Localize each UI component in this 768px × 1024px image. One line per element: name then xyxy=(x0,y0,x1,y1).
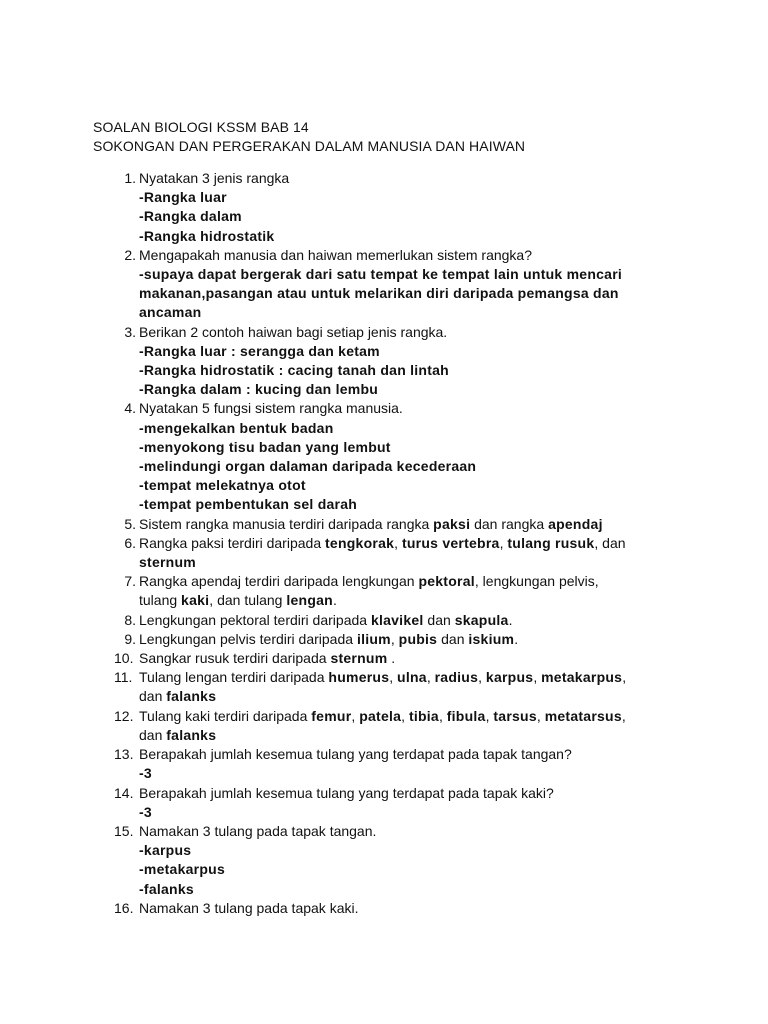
answer-line: -3 xyxy=(139,765,152,782)
question-number: 6. xyxy=(124,534,136,551)
question-item xyxy=(93,399,733,514)
answer-line: -tempat pembentukan sel darah xyxy=(139,496,358,513)
question-text-part: , xyxy=(499,534,508,551)
answer-line: -Rangka dalam : kucing dan lembu xyxy=(139,381,379,398)
question-text-part: Berapakah jumlah kesemua tulang yang terdapat pada tapak kaki? xyxy=(139,784,554,801)
question-item xyxy=(93,169,733,246)
question-text-part: , xyxy=(536,707,545,724)
keyword: ilium xyxy=(356,630,391,647)
question-text xyxy=(139,822,733,841)
keyword: turus vertebra xyxy=(401,534,500,551)
question-text-part: tulang xyxy=(139,592,182,609)
question-text xyxy=(139,707,733,745)
document-page xyxy=(93,118,733,918)
question-number: 12. xyxy=(114,707,134,724)
question-text-part: , xyxy=(389,669,398,686)
question-number: 10. xyxy=(114,650,134,667)
question-text xyxy=(139,515,733,534)
question-item xyxy=(93,323,733,400)
question-number: 8. xyxy=(124,611,136,628)
question-text-part: Tulang lengan terdiri daripada xyxy=(139,669,329,686)
question-text xyxy=(139,611,733,630)
question-item xyxy=(93,630,733,649)
keyword: patela xyxy=(359,707,402,724)
question-text-part: . xyxy=(508,611,513,628)
answer-line: -3 xyxy=(139,803,152,820)
keyword: metatarsus xyxy=(544,707,622,724)
answer-line: -Rangka hidrostatik : cacing tanah dan lintah xyxy=(139,362,449,379)
question-text-part: , xyxy=(438,707,447,724)
question-text-part: Berapakah jumlah kesemua tulang yang terdapat pada tapak tangan? xyxy=(139,746,572,763)
question-number: 1. xyxy=(124,170,136,186)
keyword: humerus xyxy=(328,669,390,686)
question-item xyxy=(93,572,733,610)
question-text xyxy=(139,784,733,803)
keyword: paksi xyxy=(433,515,471,532)
question-text xyxy=(139,572,733,610)
question-text-part: , dan tulang xyxy=(209,592,287,609)
keyword: tibia xyxy=(408,707,439,724)
keyword: falanks xyxy=(166,688,217,705)
question-item xyxy=(93,899,733,918)
question-text-part: , dan xyxy=(594,534,626,551)
question-text-part: dan rangka xyxy=(470,515,549,532)
question-text-part: Nyatakan 5 fungsi sistem rangka manusia. xyxy=(139,400,403,417)
question-item xyxy=(93,784,733,822)
keyword: sternum xyxy=(330,650,388,667)
question-text xyxy=(139,169,733,188)
question-text-part: dan xyxy=(437,630,469,647)
question-text-part: , xyxy=(351,707,360,724)
question-text-part: , xyxy=(394,534,402,551)
keyword: femur xyxy=(311,707,352,724)
answer-line: -Rangka dalam xyxy=(139,208,242,225)
document-title: SOALAN BIOLOGI KSSM BAB 14 xyxy=(93,119,309,135)
keyword: tulang rusuk xyxy=(507,534,595,551)
question-text-part: Berikan 2 contoh haiwan bagi setiap jenis rangka. xyxy=(139,323,448,340)
question-text-part: Namakan 3 tulang pada tapak tangan. xyxy=(139,822,377,839)
question-text-part: , xyxy=(478,669,486,686)
question-number: 2. xyxy=(124,246,136,263)
question-text xyxy=(139,399,733,418)
keyword: tengkorak xyxy=(325,534,395,551)
question-text-part: , xyxy=(621,707,626,724)
question-text xyxy=(139,668,733,706)
keyword: klavikel xyxy=(370,611,424,628)
question-text-part: , lengkungan pelvis, xyxy=(474,573,599,590)
question-text-part: dan xyxy=(423,611,455,628)
question-item xyxy=(93,822,733,899)
question-item xyxy=(93,246,733,323)
answer-line: -Rangka luar : serangga dan ketam xyxy=(139,342,380,359)
answer-line: ancaman xyxy=(139,304,202,321)
keyword: falanks xyxy=(166,726,217,743)
question-text-part: Mengapakah manusia dan haiwan memerlukan sistem rangka? xyxy=(139,246,532,263)
question-list xyxy=(93,169,733,918)
question-text xyxy=(139,630,733,649)
question-text-part: Sangkar rusuk terdiri daripada xyxy=(139,650,331,667)
keyword: karpus xyxy=(485,669,534,686)
question-text-part: , xyxy=(401,707,409,724)
answer-line: -mengekalkan bentuk badan xyxy=(139,419,334,436)
question-text-part: Sistem rangka manusia terdiri daripada rangka xyxy=(139,515,434,532)
question-number: 15. xyxy=(114,822,134,839)
question-number: 13. xyxy=(114,746,134,763)
question-item xyxy=(93,611,733,630)
question-text-part: , xyxy=(533,669,542,686)
answer-line: -Rangka luar xyxy=(139,189,227,206)
answer-line: -tempat melekatnya otot xyxy=(139,477,306,494)
question-text-part: Lengkungan pelvis terdiri daripada xyxy=(139,630,357,647)
keyword: skapula xyxy=(454,611,509,628)
keyword: fibula xyxy=(446,707,486,724)
answer-line: -karpus xyxy=(139,842,192,859)
keyword: apendaj xyxy=(548,515,603,532)
question-number: 11. xyxy=(114,669,133,686)
question-item xyxy=(93,534,733,572)
question-text-part: Nyatakan 3 jenis rangka xyxy=(139,170,290,186)
question-text xyxy=(139,745,733,764)
question-text-part: Rangka apendaj terdiri daripada lengkungan xyxy=(139,573,419,590)
question-text-part: . xyxy=(514,630,519,647)
question-item xyxy=(93,649,733,668)
question-text-part: , xyxy=(485,707,494,724)
answer-line: makanan,pasangan atau untuk melarikan diri daripada pemangsa dan xyxy=(139,285,619,302)
document-subtitle: SOKONGAN DAN PERGERAKAN DALAM MANUSIA DAN HAIWAN xyxy=(93,138,526,154)
question-number: 7. xyxy=(124,573,136,590)
keyword: tarsus xyxy=(493,707,537,724)
question-text xyxy=(139,323,733,342)
question-text-part: , xyxy=(622,669,627,686)
question-text-part: Rangka paksi terdiri daripada xyxy=(139,534,325,551)
question-text xyxy=(139,246,733,265)
keyword: metakarpus xyxy=(541,669,623,686)
answer-line: -menyokong tisu badan yang lembut xyxy=(139,438,391,455)
answer-line: -supaya dapat bergerak dari satu tempat ke tempat lain untuk mencari xyxy=(139,266,623,283)
question-text xyxy=(139,534,733,572)
question-item xyxy=(93,707,733,745)
question-item xyxy=(93,668,733,706)
answer-line: -melindungi organ dalaman daripada kecederaan xyxy=(139,458,477,475)
question-text-part: Namakan 3 tulang pada tapak kaki. xyxy=(139,899,359,916)
keyword: iskium xyxy=(468,630,515,647)
question-item xyxy=(93,745,733,783)
question-item xyxy=(93,515,733,534)
answer-line: -metakarpus xyxy=(139,861,226,878)
question-text-part: , xyxy=(426,669,435,686)
keyword: kaki xyxy=(181,592,210,609)
answer-line: -falanks xyxy=(139,880,194,897)
question-number: 3. xyxy=(124,323,136,340)
question-text-part: , xyxy=(390,630,399,647)
question-text-part: . xyxy=(387,650,396,667)
question-number: 4. xyxy=(124,400,136,417)
keyword: ulna xyxy=(397,669,427,686)
question-number: 14. xyxy=(114,784,134,801)
question-text-part: dan xyxy=(139,688,167,705)
question-text-part: Tulang kaki terdiri daripada xyxy=(139,707,312,724)
question-number: 16. xyxy=(114,899,134,916)
question-text-part: dan xyxy=(139,726,167,743)
keyword: sternum xyxy=(139,554,196,571)
question-number: 9. xyxy=(124,630,136,647)
question-text-part: Lengkungan pektoral terdiri daripada xyxy=(139,611,371,628)
keyword: pektoral xyxy=(418,573,475,590)
question-text-part: . xyxy=(332,592,337,609)
question-number: 5. xyxy=(124,515,136,532)
keyword: pubis xyxy=(398,630,438,647)
question-text xyxy=(139,899,733,918)
keyword: lengan xyxy=(286,592,333,609)
keyword: radius xyxy=(434,669,479,686)
answer-line: -Rangka hidrostatik xyxy=(139,227,275,244)
question-text xyxy=(139,649,733,668)
